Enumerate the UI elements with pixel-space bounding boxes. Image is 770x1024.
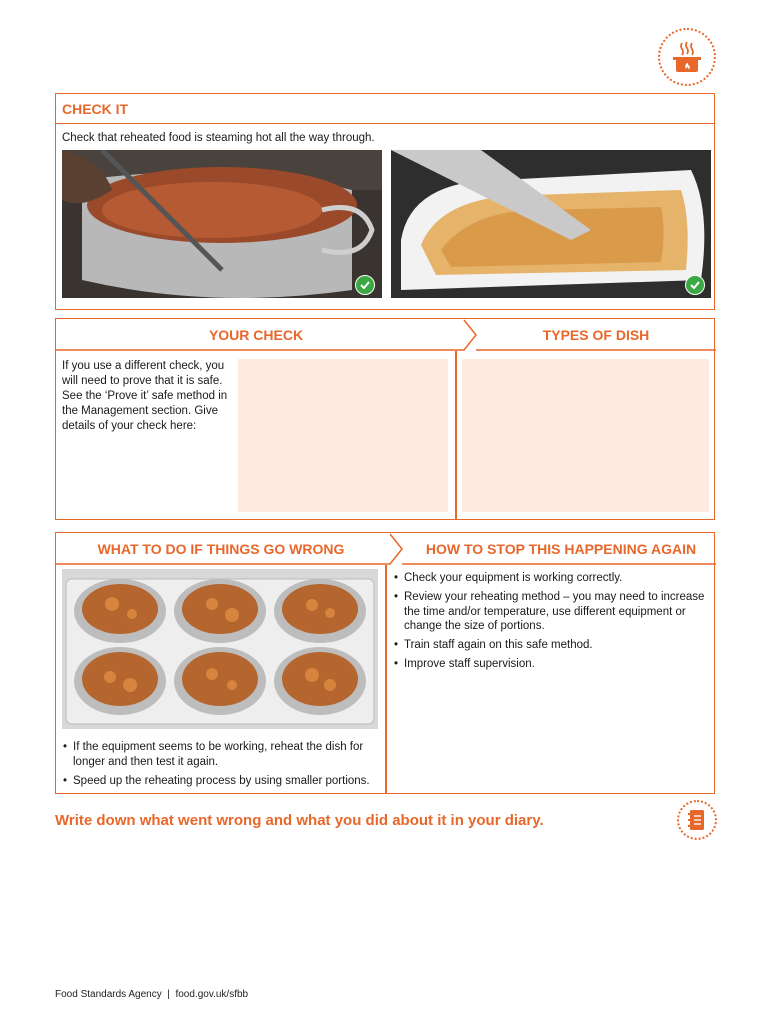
list-item: • Check your equipment is working correctly. bbox=[393, 571, 711, 586]
list-item: • Review your reheating method – you may need to increase the time and/or temperature, use different equipment or change the size of portions. bbox=[393, 590, 711, 634]
types-of-dish-field[interactable] bbox=[462, 359, 709, 512]
how-to-stop-title: HOW TO STOP THIS HAPPENING AGAIN bbox=[425, 541, 697, 557]
check-icon bbox=[355, 275, 375, 295]
footer: Food Standards Agency | food.gov.uk/sfbb bbox=[55, 989, 249, 1000]
how-to-stop-list bbox=[393, 571, 711, 676]
list-item: • If the equipment seems to be working, reheat the dish for longer and then test it again. bbox=[62, 740, 382, 769]
check-it-title: CHECK IT bbox=[56, 94, 714, 124]
check-icon bbox=[685, 275, 705, 295]
check-it-section bbox=[55, 93, 715, 310]
column-divider bbox=[455, 351, 457, 519]
your-check-instructions: If you use a different check, you will need to prove that it is safe. See the ‘Prove it’ safe method in the Management section. Give details of your check here: bbox=[62, 360, 228, 432]
list-item: • Improve staff supervision. bbox=[393, 657, 711, 672]
diary-icon bbox=[687, 809, 707, 831]
what-to-do-list bbox=[62, 740, 382, 793]
types-of-dish-title: TYPES OF DISH bbox=[542, 327, 650, 343]
cooking-pot-icon bbox=[668, 38, 706, 76]
photo-knife-in-pie bbox=[391, 150, 711, 298]
cooking-pot-badge bbox=[658, 28, 716, 86]
column-divider bbox=[385, 565, 387, 793]
diary-badge bbox=[677, 800, 717, 840]
diary-note: Write down what went wrong and what you did about it in your diary. bbox=[55, 812, 544, 829]
what-to-do-header bbox=[56, 533, 714, 565]
what-to-do-title: WHAT TO DO IF THINGS GO WRONG bbox=[97, 541, 345, 557]
list-item: • Speed up the reheating process by using smaller portions. bbox=[62, 774, 382, 789]
check-it-description: Check that reheated food is steaming hot all the way through. bbox=[62, 132, 375, 144]
list-item: • Train staff again on this safe method. bbox=[393, 638, 711, 653]
photo-foil-trays bbox=[62, 569, 378, 729]
what-to-do-section bbox=[55, 532, 715, 794]
your-check-title: YOUR CHECK bbox=[208, 327, 304, 343]
your-check-field[interactable] bbox=[238, 359, 448, 512]
your-check-header bbox=[56, 319, 714, 351]
photo-probe-in-pot bbox=[62, 150, 382, 298]
your-check-section bbox=[55, 318, 715, 520]
